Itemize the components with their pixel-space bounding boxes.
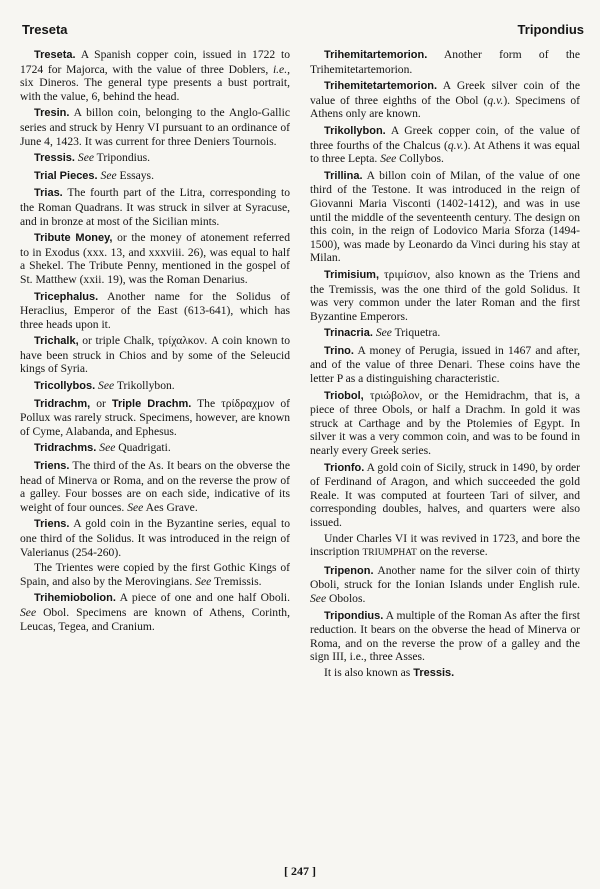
entry-text: A piece of one and one half Oboli.: [115, 591, 290, 605]
dictionary-entry: [20, 517, 290, 559]
entry-text: Obol. Specimens are known of Athens, Corinth, Leucas, Tegea, and Cranium.: [20, 605, 290, 633]
dictionary-entry: [20, 169, 290, 184]
entry-text: TRIUMPHAT: [362, 548, 417, 559]
dictionary-entry: [310, 564, 580, 606]
entry-text: See: [98, 379, 115, 393]
entry-text: i.e.,: [272, 62, 290, 76]
dictionary-entry: [310, 79, 580, 121]
dictionary-entry: [310, 389, 580, 458]
entry-text: Trikollybon.: [114, 379, 175, 393]
right-column: [310, 48, 580, 684]
entry-text: Tremissis.: [211, 574, 262, 588]
entry-text: The fourth part of the Litra, corresponding to the Roman Quadrans. It was struck in silver at Syracuse, and in bronze at most of the Sicilian mints.: [20, 186, 290, 228]
entry-text: The Trientes were copied by the first Gothic Kings of Spain, and also by the Merovingians.: [20, 561, 290, 588]
entry-text: See: [99, 441, 116, 455]
entry-headword: Triens.: [34, 518, 70, 531]
entry-text: See: [380, 152, 397, 166]
dictionary-entry: [20, 379, 290, 394]
entry-headword: Trihemiobolion.: [34, 592, 116, 605]
entry-text: q.v.: [447, 138, 464, 152]
entry-headword: Triens.: [34, 460, 70, 473]
entry-text: A billon coin of Milan, of the value of one third of the Testone. It was introduced in the reign of Giovanni Maria Visconti (1402-1412), and was in use until the middle of the seventeenth century. The design on this coin, in the reign of Lodovico Maria Sforza (1494-1500), was made by Leonardo da Vinci during his stay at Milan.: [310, 168, 580, 265]
entry-text: See: [310, 591, 327, 605]
entry-text: ). Specimens of Athens only are known.: [310, 93, 580, 121]
dictionary-entry: [20, 459, 290, 514]
entry-headword: Trino.: [324, 344, 354, 357]
entry-text: or triple Chalk, τρίχαλκον. A coin known to have been struck in Chios and by some of the Seleucid kings of Syria.: [20, 334, 290, 376]
entry-headword-alt: Triple Drachm.: [111, 397, 192, 410]
entry-text: Tripondius.: [93, 151, 151, 165]
entry-headword: Trichalk,: [34, 335, 79, 348]
dictionary-entry: [20, 334, 290, 376]
dictionary-entry: [310, 169, 580, 265]
entry-text: A multiple of the Roman As after the first reduction. It bears on the obverse the head of Minerva or Roma, and on the reverse the prow of a galley and the sign III, i.e., three Asses.: [310, 608, 580, 664]
dictionary-entry: [20, 186, 290, 228]
entry-text: The τρίδραχμον of Pollux was rarely struck. Specimens, however, are known of Cyme, Alabanda, and Ephesus.: [20, 396, 290, 438]
dictionary-entry: [20, 231, 290, 286]
entry-text: See: [195, 574, 212, 588]
entry-text: Collybos.: [396, 152, 444, 166]
entry-headword: Tripondius.: [324, 609, 384, 622]
entry-headword: Tresin.: [34, 107, 70, 120]
entry-headword: Tressis.: [34, 152, 75, 165]
entry-headword: Trionfo.: [324, 461, 365, 474]
dictionary-entry: [20, 48, 290, 103]
entry-text: Essays.: [116, 168, 154, 182]
entry-headword: Trihemitartemorion.: [324, 49, 428, 61]
dictionary-entry: [310, 268, 580, 323]
entry-headword: Trillina.: [324, 169, 363, 182]
entry-text: Aes Grave.: [143, 500, 198, 514]
dictionary-entry: [310, 124, 580, 166]
entry-continuation: [310, 532, 580, 561]
header-right-guide-word: Tripondius: [517, 22, 584, 37]
entry-headword: Trinacria.: [324, 327, 373, 340]
dictionary-entry: [20, 591, 290, 633]
entry-text: See: [100, 168, 117, 182]
entry-text: A gold coin of Sicily, struck in 1490, by order of Ferdinand of Aragon, and which succeeded the gold Reale. It was computed at fourteen Tari of silver, and corresponding doubles, halves, and quarters were also issued.: [310, 460, 580, 529]
entry-text: See: [77, 151, 94, 165]
entry-text: See: [20, 605, 37, 619]
entry-text: A money of Perugia, issued in 1467 and after, and of the value of three Denari. These coins have the letter P as a distinguishing characteristic.: [310, 343, 580, 386]
entry-text: Tressis.: [413, 666, 455, 679]
dictionary-entry: [310, 461, 580, 530]
dictionary-entry: [20, 106, 290, 148]
entry-headword: Tripenon.: [324, 564, 374, 577]
entry-text: six Dineros. The general type presents a bust portrait, with the value, 6, behind the head.: [20, 76, 290, 103]
entry-text: τριώβολον, or the Hemidrachm, that is, a piece of three Obols, or half a Drachm. In gold it was struck at Carthage and by the Ptolemies of Egypt. In silver it was a very common coin, and was to be found in nearly every Greek series.: [310, 388, 580, 458]
entry-headword: Trihemitetartemorion.: [324, 80, 438, 93]
running-header: [22, 22, 584, 40]
entry-continuation: [310, 666, 580, 681]
entry-text: Quadrigati.: [115, 441, 171, 455]
dictionary-entry: Tridrachm, or Triple Drachm. The τρίδραχμον of Pollux was rarely struck. Specimens, however, are known of Cyme, Alabanda, and Ephesus.: [20, 396, 290, 438]
entry-headword: Trial Pieces.: [34, 169, 98, 182]
entry-text: It is also known as: [324, 665, 414, 679]
entry-text: on the reverse.: [416, 545, 488, 559]
entry-text: A Spanish copper coin, issued in 1722 to 1724 for Majorca, with the value of three Doblers,: [20, 48, 290, 76]
entry-headword: Tridrachm,: [34, 397, 91, 410]
entry-text: Under Charles VI it was revived in 1723, and bore the inscription: [310, 531, 580, 559]
dictionary-entry: [310, 344, 580, 386]
entry-text: Another name for the Solidus of Heraclius, Emperor of the East (613-641), which has three heads upon it.: [20, 289, 290, 331]
entry-text: Another name for the silver coin of thirty Oboli, struck for the Ionian Islands under English rule.: [310, 563, 580, 592]
entry-text: or the money of atonement referred to in Exodus (xxx. 13, and xxxviii. 26), was equal to half a Shekel. The Tribute Penny, mentioned in the gospel of St. Matthew (xxii. 19), was the Roman Denarius.: [20, 231, 291, 286]
entry-headword: Tridrachms.: [34, 442, 97, 455]
dictionary-entry: [20, 441, 290, 456]
left-column: [20, 48, 290, 636]
entry-headword: Trias.: [34, 187, 63, 200]
entry-headword: Trimisium,: [324, 268, 380, 281]
dictionary-entry: [310, 326, 580, 341]
entry-text: A gold coin in the Byzantine series, equal to one third of the Solidus. It was introduced in the reign of Valerianus (254-260).: [20, 517, 290, 559]
entry-text: q.v.: [487, 93, 504, 107]
entry-text: The third of the As. It bears on the obverse the head of Minerva or Roma, and on the reverse the prow of a galley. Four bosses are on each side, indicative of its weight of four ounces.: [20, 459, 290, 514]
dictionary-entry: [20, 290, 290, 332]
header-left-guide-word: Treseta: [22, 22, 68, 37]
dictionary-entry: [310, 609, 580, 664]
entry-headword: Tricephalus.: [34, 290, 99, 303]
entry-text: See: [127, 500, 144, 514]
entry-text: ). At Athens it was equal to three Lepta.: [310, 138, 580, 166]
entry-text: Triquetra.: [391, 326, 441, 340]
entry-headword: Triobol,: [324, 389, 364, 402]
entry-continuation: [20, 561, 290, 588]
entry-text: A Greek silver coin of the value of three eighths of the Obol (: [310, 79, 580, 107]
entry-text: τριμίσιον, also known as the Triens and the Tremissis, was the one third of the gold Solidus. It was very common under the later Roman and the first Byzantine Emperors.: [310, 267, 580, 323]
entry-text: Another form of the Trihemitetartemorion.: [310, 48, 580, 76]
entry-text: A billon coin, belonging to the Anglo-Gallic series and struck by Henry VI pursuant to an ordinance of June 4, 1423. It was current for three Deniers Tournois.: [20, 106, 290, 148]
dictionary-entry: [20, 151, 290, 166]
dictionary-entry: [310, 48, 580, 76]
entry-text: Obolos.: [326, 591, 366, 605]
entry-headword: Tribute Money,: [34, 232, 113, 245]
entry-headword: Trikollybon.: [324, 124, 386, 137]
entry-text: A Greek copper coin, of the value of three fourths of the Chalcus (: [310, 123, 580, 152]
entry-headword: Tricollybos.: [34, 380, 96, 393]
entry-text: See: [375, 326, 392, 340]
page-number: [ 247 ]: [284, 864, 316, 878]
entry-headword: Treseta.: [34, 49, 76, 61]
